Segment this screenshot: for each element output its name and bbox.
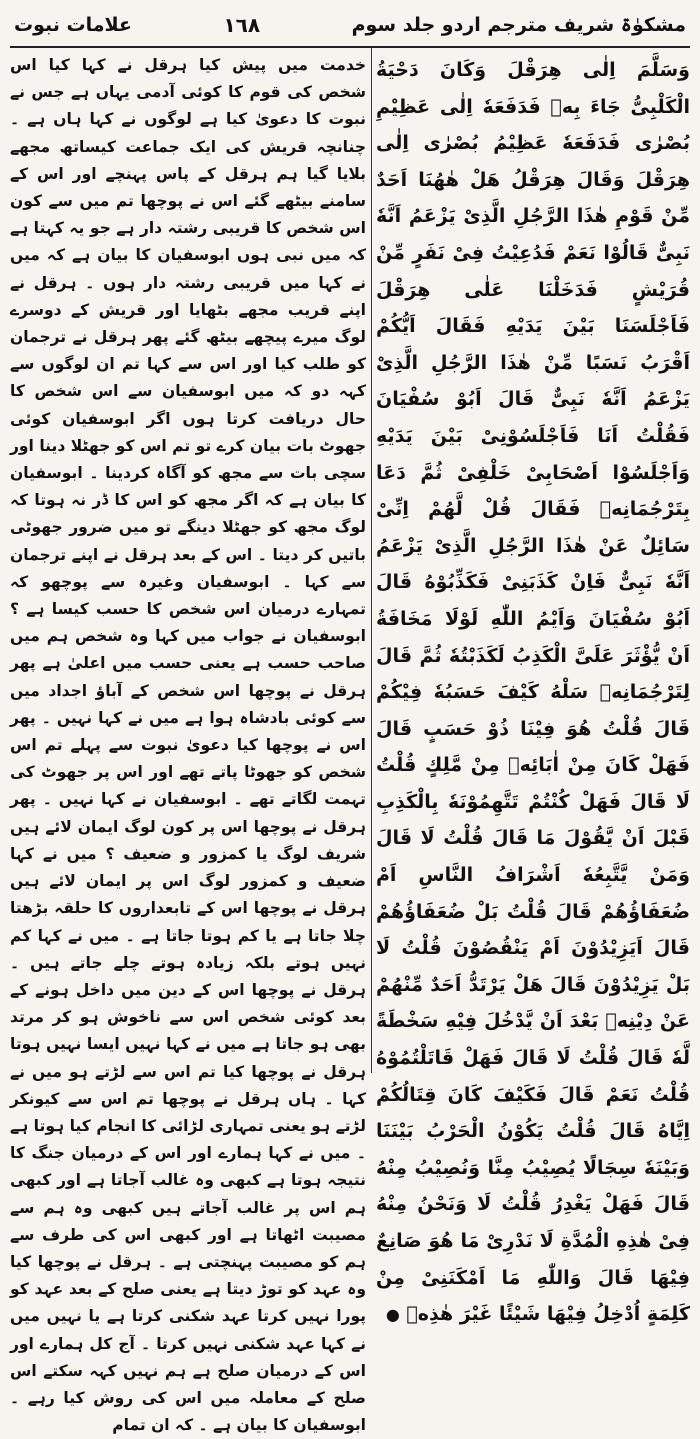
urdu-translation-text: خدمت میں پیش کیا ہرقل نے کہا کیا اس شخص کی قوم کا کوئی آدمی یہاں ہے جس نے نبوت کا دعویٰ کیا ہے لوگوں نے کہا ہاں ہے ۔ چنانچہ قریش کی ایک جماعت کیساتھ مجھے بلایا گیا ہم ہرقل کے پاس پہنچے اور اس کے سامنے بیٹھے گئے اس نے پوچھا تم میں سے کون اس شخص کا قریبی رشتہ دار ہے جو یہ کہتا ہے کہ میں نبی ہوں ابوسفیان کا بیان ہے کہ میں نے کہا میں قریبی رشتہ دار ہوں ۔ ہرقل نے اپنے قریب مجھے بٹھایا اور قریش کے دوسرے لوگ میرے پیچھے بیٹھ گئے پھر ہرقل نے ترجمان کو طلب کیا اور اس سے کہا تم ان لوگوں سے کہہ دو کہ میں ابوسفیان سے اس شخص کا حال دریافت کرتا ہوں اگر ابوسفیان کوئی جھوٹ بات بیان کرے تو تم اس کو جھٹلا دینا اور سچی بات سے مجھ کو آگاہ کردینا ۔ ابوسفیان کا بیان ہے کہ اگر مجھ کو اس کا ڈر نہ ہوتا کہ لوگ مجھ کو جھٹلا دینگے تو میں ضرور جھوٹی باتیں کر دیتا ۔ اس کے بعد ہرقل نے اپنے ترجمان سے کہا ۔ ابوسفیان وغیرہ سے پوچھو کہ تمہارے درمیان اس شخص کا حسب کیسا ہے ؟ ابوسفیان نے جواب میں کہا وہ شخص ہم میں صاحب حسب ہے یعنی حسب میں اعلیٰ ہے پھر ہرقل نے پوچھا اس شخص کے آباؤ اجداد میں سے کوئی بادشاہ ہوا ہے میں نے کہا نہیں ۔ پھر اس نے پوچھا کیا دعویٰ نبوت سے پہلے تم اس شخص کو جھوٹا پاتے تھے اور اس پر جھوٹ کی تہمت لگاتے تھے ۔ ابوسفیان نے کہا نہیں ۔ پھر ہرقل نے پوچھا اس پر کون لوگ ایمان لائے ہیں شریف لوگ یا کمزور و ضعیف ؟ میں نے کہا ضعیف و کمزور لوگ اس پر ایمان لائے ہیں ہرقل نے پوچھا اس کے تابعداروں کا حلقہ بڑھتا چلا جاتا ہے یا کم ہوتا جاتا ہے ۔ میں نے کہا کم نہیں ہوتے بلکہ زیادہ ہوتے چلے جاتے ہیں ۔ ہرقل نے پوچھا اس کے دین میں داخل ہونے کے بعد کوئی شخص اس سے ناخوش ہو کر مرتد بھی ہو جاتا ہے میں نے کہا نہیں ایسا نہیں ہوتا ہرقل نے پوچھا کیا تم اس سے لڑتے ہو میں نے کہا ۔ ہاں ہرقل نے پوچھا تم اس سے کیونکر لڑتے ہو یعنی تمہاری لڑائی کا انجام کیا ہوتا ہے ۔ میں نے کہا ہمارے اور اس کے درمیان جنگ کا نتیجہ ہوتا ہے کبھی وہ غالب آجاتا ہے اور کبھی ہم اس پر غالب آجاتے ہیں کبھی وہ ہم سے مصیبت اٹھاتا ہے اور کبھی اس کی طرف سے ہم کو مصیبت پہنچتی ہے ۔ ہرقل نے پوچھا کیا وہ عہد کو توڑ دیتا ہے یعنی صلح کے بعد عہد کو پورا نہیں کرتا عہد شکنی کرتا ہے یا نہیں میں نے کہا عہد شکنی نہیں کرتا ۔ آج کل ہمارے اور اس کے درمیان صلح ہے ہم نہیں کہہ سکتے اس صلح کے معاملہ میں اس کی روش کیا رہے ۔ ابوسفیان کا بیان ہے ۔ کہ ان تمام <box>10 56 366 1435</box>
chapter-title: علامات نبوت <box>14 14 132 36</box>
arabic-text: وَسَلَّمَ اِلٰی هِرَقْلَ وَكَانَ دَحْيَةُ الْكَلْبِیُّ جَاءَ بِهٖ فَدَفَعَهٗ اِلٰی عَظِيْمِ بُصْرٰی فَدَفَعَهٗ عَظِيْمُ بُصْرٰی اِلٰی هِرَقْلَ وَقَالَ هِرَقْلُ هَلْ هٰهُنَا اَحَدٌ مِّنْ قَوْمِ هٰذَا الرَّجُلِ الَّذِیْ يَزْعَمُ اَنَّهٗ نَبِیٌّ قَالُوْا نَعَمْ فَدُعِيْتُ فِیْ نَفَرٍ مِّنْ قُرَيْشٍ فَدَخَلْنَا عَلٰی هِرَقْلَ فَاَجْلَسَنَا بَيْنَ يَدَيْهِ فَقَالَ اَيُّكُمْ اَقْرَبُ نَسَبًا مِّنْ هٰذَا الرَّجُلِ الَّذِیْ يَزْعَمُ اَنَّهٗ نَبِیٌّ قَالَ اَبُوْ سُفْيَانَ فَقُلْتُ اَنَا فَاَجْلَسُوْنِیْ بَيْنَ يَدَيْهِ وَاَجْلَسُوْا اَصْحَابِیْ خَلْفِیْ ثُمَّ دَعَا بِتَرْجُمَانِهٖ فَقَالَ قُلْ لَّهُمْ اِنِّیْ سَائِلٌ عَنْ هٰذَا الرَّجُلِ الَّذِیْ يَزْعَمُ اَنَّهٗ نَبِیٌّ فَاِنْ كَذَبَنِیْ فَكَذِّبُوْهُ قَالَ اَبُوْ سُفْيَانَ وَاَيْمُ اللّٰهِ لَوْلَا مَخَافَةُ اَنْ يُّؤْثَرَ عَلَیَّ الْكَذِبُ لَكَذَبْتُهٗ ثُمَّ قَالَ لِتَرْجُمَانِهٖ سَلْهُ كَيْفَ حَسَبُهٗ فِيْكُمْ قَالَ قُلْتُ هُوَ فِيْنَا ذُوْ حَسَبٍ قَالَ فَهَلْ كَانَ مِنْ اٰبَائِهٖ مِنْ مَّلِكٍ قُلْتُ لَا قَالَ فَهَلْ كُنْتُمْ تَتَّهِمُوْنَهٗ بِالْكَذِبِ قَبْلَ اَنْ يَّقُوْلَ مَا قَالَ قُلْتُ لَا قَالَ وَمَنْ يَّتَّبِعُهٗ اَشْرَافُ النَّاسِ اَمْ ضُعَفَاؤُهُمْ قَالَ قُلْتُ بَلْ ضُعَفَاؤُهُمْ قَالَ اَيَزِيْدُوْنَ اَمْ يَنْقُصُوْنَ قُلْتُ لَا بَلْ يَزِيْدُوْنَ قَالَ هَلْ يَرْتَدُّ اَحَدٌ مِّنْهُمْ عَنْ دِيْنِهٖ بَعْدَ اَنْ يَّدْخُلَ فِيْهِ سَخْطَةً لَّهٗ قَالَ قُلْتُ لَا قَالَ فَهَلْ قَاتَلْتُمُوْهُ قُلْتُ نَعَمْ قَالَ فَكَيْفَ كَانَ قِتَالُكُمْ اِيَّاهُ قَالَ قُلْتُ يَكُوْنُ الْحَرْبُ بَيْنَنَا وَبَيْنَهٗ سِجَالًا يُصِيْبُ مِنَّا وَنُصِيْبُ مِنْهُ قَالَ فَهَلْ يَغْدِرُ قُلْتُ لَا وَنَحْنُ مِنْهُ فِیْ هٰذِهِ الْمُدَّةِ لَا نَدْرِیْ مَا هُوَ صَانِعٌ فِيْهَا قَالَ وَاللّٰهِ مَا اَمْكَنَنِیْ مِنْ كَلِمَةٍ اُدْخِلُ فِيْهَا شَيْئًا غَيْرَ هٰذِهٖ <box>376 59 690 1326</box>
arabic-hadith-text <box>376 52 690 1334</box>
column-divider <box>371 48 372 1073</box>
book-title: مشکوٰۃ شریف مترجم اردو جلد سوم <box>351 14 686 36</box>
urdu-translation-column <box>10 52 366 1435</box>
end-of-text-mark: ● <box>385 1305 400 1325</box>
page-number: ١٦٨ <box>223 13 261 37</box>
arabic-hadith-column <box>376 52 690 1326</box>
header-rule <box>10 46 690 48</box>
page-header <box>14 6 686 44</box>
